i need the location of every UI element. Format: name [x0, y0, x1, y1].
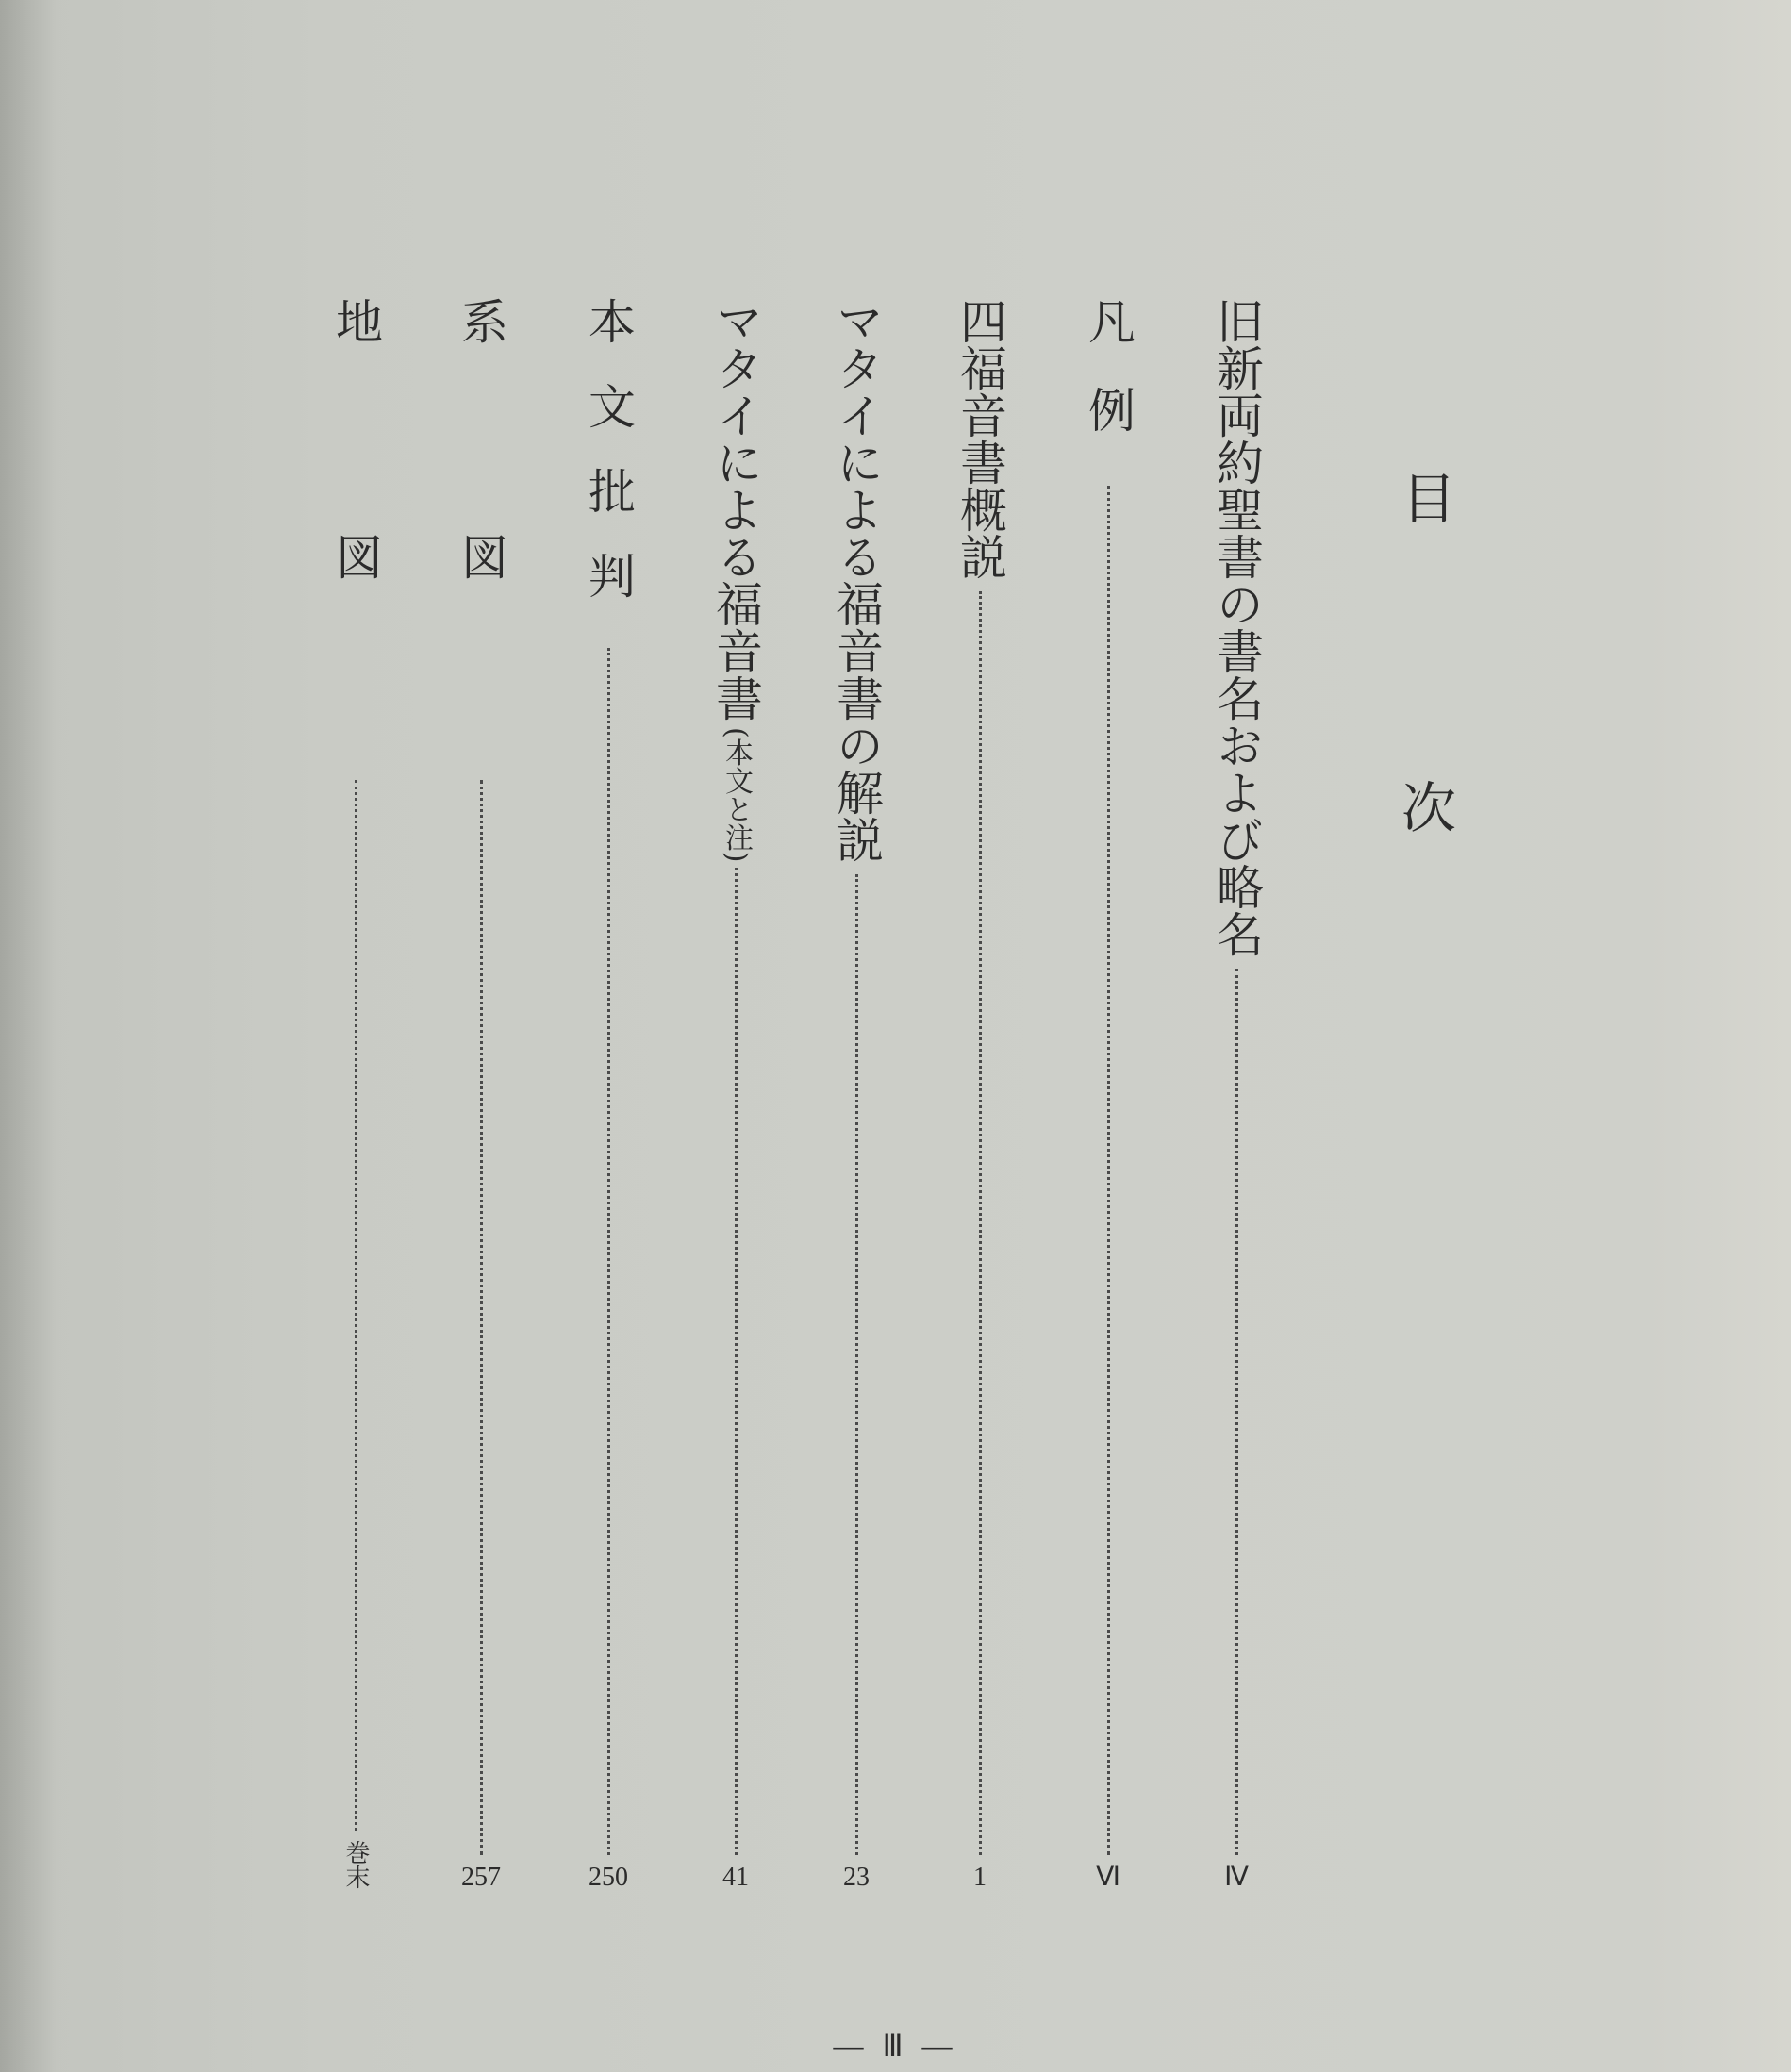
toc-entry-title: 系図 [454, 297, 508, 769]
page-gutter-shadow [0, 0, 57, 2072]
toc-entry[interactable] [327, 297, 384, 1891]
toc-entry-title: 四福音書概説 [953, 297, 1007, 580]
toc-entry-page: Ⅵ [1096, 1863, 1120, 1892]
toc-entry-page: 257 [461, 1863, 501, 1892]
dot-leader [1235, 969, 1238, 1855]
dot-leader [355, 780, 357, 1831]
toc-entry[interactable] [707, 297, 764, 1891]
toc-entry-title: マタイによる福音書の解説 [829, 297, 884, 863]
toc-entry[interactable] [1208, 297, 1265, 1891]
toc-entry[interactable] [453, 297, 509, 1891]
toc-entry-title: 本文批判 [581, 297, 636, 637]
toc-entry-title: 凡例 [1081, 297, 1136, 474]
toc-entry-title: 旧新両約聖書の書名および略名 [1209, 297, 1264, 957]
toc-entry-page: 23 [843, 1863, 870, 1892]
page-number-footer: — Ⅲ — [833, 2029, 958, 2063]
dot-leader [735, 868, 738, 1855]
toc-entry[interactable] [952, 297, 1008, 1891]
toc-entry[interactable] [1080, 297, 1136, 1891]
toc-entry-page: 41 [722, 1863, 749, 1892]
toc-entry[interactable] [580, 297, 637, 1891]
dot-leader [855, 874, 858, 1855]
dot-leader [979, 591, 982, 1855]
toc-heading-char-2: 次 [1401, 776, 1456, 840]
toc-entry-note: (本文と注) [720, 727, 753, 863]
toc-entry-page: 250 [589, 1863, 628, 1892]
toc-entry-page: 巻末 [342, 1840, 370, 1889]
toc-entry-page: Ⅳ [1224, 1863, 1249, 1892]
dot-leader [1107, 486, 1110, 1855]
toc-entry-title: マタイによる福音書 [708, 297, 763, 721]
toc-heading [1396, 467, 1462, 840]
toc-entry-page: 1 [973, 1863, 987, 1892]
toc-heading-char-1: 目 [1401, 467, 1456, 531]
dot-leader [607, 648, 610, 1855]
toc-entry[interactable] [828, 297, 885, 1891]
dot-leader [480, 780, 483, 1855]
toc-entry-title: 地図 [328, 297, 383, 769]
